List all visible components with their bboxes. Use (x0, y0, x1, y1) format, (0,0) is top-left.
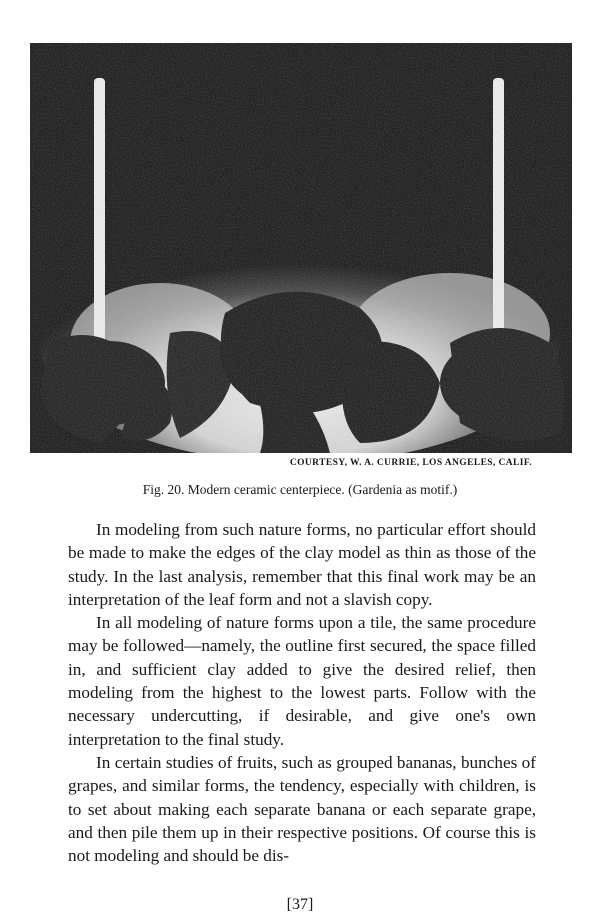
page-number: [37] (286, 896, 314, 913)
paragraph-1: In modeling from such nature forms, no particular effort should be made to make the edges of the clay model as thin as those of the study. In the last analysis, remember that this final work may be an interpretation of the leaf form and not a slavish copy. (68, 520, 536, 609)
body-text (68, 518, 536, 867)
photo-credit: COURTESY, W. A. CURRIE, LOS ANGELES, CALIF. (289, 458, 532, 468)
figure-caption: Fig. 20. Modern ceramic centerpiece. (Gardenia as motif.) (142, 482, 458, 497)
paragraph-3: In certain studies of fruits, such as grouped bananas, bunches of grapes, and similar forms, the tendency, especially with children, is to set about making each separate banana or each separate grape, and then pile them up in their respective positions. Of course this is not modeling and should be dis- (68, 752, 536, 866)
paragraph-2: In all modeling of nature forms upon a tile, the same procedure may be followed—namely, the outline first secured, the space filled in, and sufficient clay added to give the desired relief, then modeling from the highest to the lowest parts. Follow with the necessary undercutting, if desirable, and give one's own interpretation to the final study. (68, 613, 536, 749)
centerpiece-photo (30, 43, 572, 453)
